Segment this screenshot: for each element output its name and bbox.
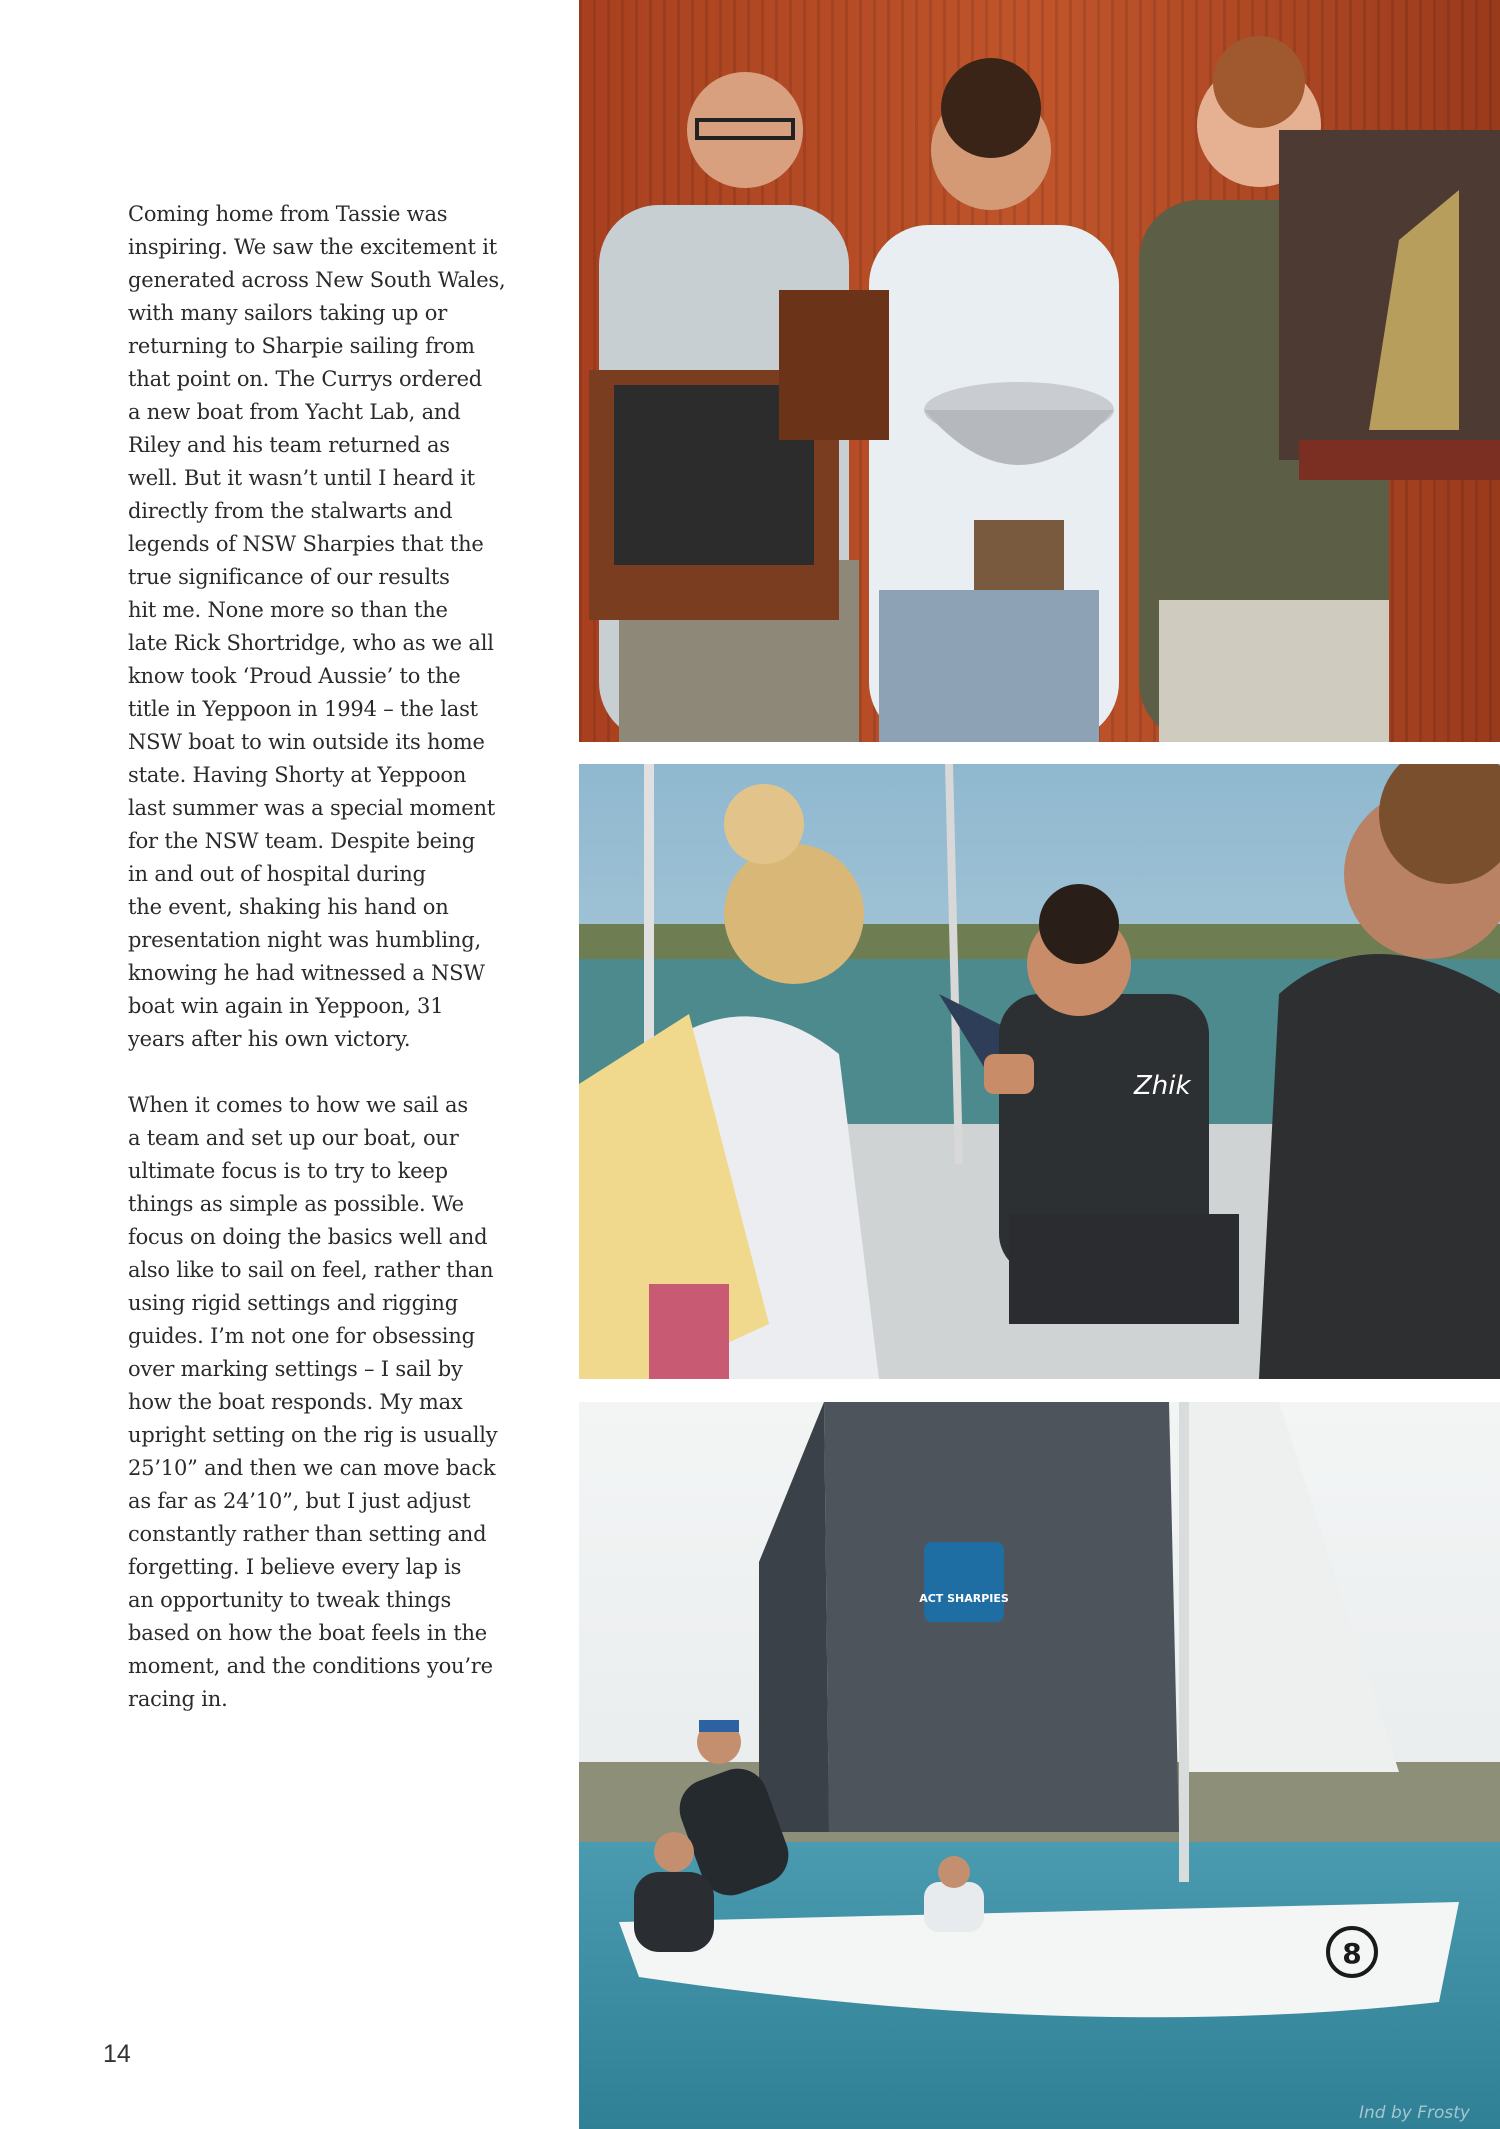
- text-line: title in Yeppoon in 1994 – the last: [128, 697, 478, 721]
- text-line: forgetting. I believe every lap is: [128, 1555, 462, 1579]
- text-line: ultimate focus is to try to keep: [128, 1159, 448, 1183]
- text-line: focus on doing the basics well and: [128, 1225, 488, 1249]
- text-line: a team and set up our boat, our: [128, 1126, 459, 1150]
- text-line: generated across New South Wales,: [128, 268, 506, 292]
- article-paragraph-2: [128, 1089, 528, 1716]
- article-body: [128, 198, 528, 1749]
- article-paragraph-1: [128, 198, 528, 1056]
- text-line: constantly rather than setting and: [128, 1522, 487, 1546]
- text-line: also like to sail on feel, rather than: [128, 1258, 494, 1282]
- text-line: state. Having Shorty at Yeppoon: [128, 763, 467, 787]
- text-line: well. But it wasn’t until I heard it: [128, 466, 475, 490]
- text-line: boat win again in Yeppoon, 31: [128, 994, 444, 1018]
- text-line: guides. I’m not one for obsessing: [128, 1324, 475, 1348]
- text-line: an opportunity to tweak things: [128, 1588, 452, 1612]
- wetsuit-logo: Zhik: [1134, 1071, 1191, 1101]
- text-line: NSW boat to win outside its home: [128, 730, 485, 754]
- text-line: When it comes to how we sail as: [128, 1093, 468, 1117]
- text-line: Riley and his team returned as: [128, 433, 450, 457]
- text-line: directly from the stalwarts and: [128, 499, 453, 523]
- text-line: over marking settings – I sail by: [128, 1357, 463, 1381]
- text-line: things as simple as possible. We: [128, 1192, 464, 1216]
- text-line: how the boat responds. My max: [128, 1390, 463, 1414]
- text-line: true significance of our results: [128, 565, 450, 589]
- text-line: with many sailors taking up or: [128, 301, 448, 325]
- trophy-presentation-photo: [579, 0, 1500, 742]
- text-line: a new boat from Yacht Lab, and: [128, 400, 461, 424]
- photo-credit: Ind by Frosty: [1359, 2103, 1470, 2123]
- text-line: based on how the boat feels in the: [128, 1621, 488, 1645]
- text-line: 25’10” and then we can move back: [128, 1456, 496, 1480]
- text-line: upright setting on the rig is usually: [128, 1423, 498, 1447]
- sail-number: 8: [1342, 1937, 1362, 1970]
- text-line: using rigid settings and rigging: [128, 1291, 458, 1315]
- text-line: as far as 24’10”, but I just adjust: [128, 1489, 471, 1513]
- text-line: that point on. The Currys ordered: [128, 367, 483, 391]
- text-line: legends of NSW Sharpies that the: [128, 532, 484, 556]
- text-line: know took ‘Proud Aussie’ to the: [128, 664, 461, 688]
- text-line: Coming home from Tassie was: [128, 202, 448, 226]
- text-line: inspiring. We saw the excitement it: [128, 235, 497, 259]
- page-number: 14: [103, 2040, 131, 2068]
- text-line: the event, shaking his hand on: [128, 895, 449, 919]
- text-line: returning to Sharpie sailing from: [128, 334, 475, 358]
- sail-badge-text: ACT SHARPIES: [919, 1592, 1009, 1605]
- text-line: late Rick Shortridge, who as we all: [128, 631, 494, 655]
- text-line: last summer was a special moment: [128, 796, 496, 820]
- text-line: in and out of hospital during: [128, 862, 426, 886]
- text-line: presentation night was humbling,: [128, 928, 481, 952]
- text-line: racing in.: [128, 1687, 228, 1711]
- text-line: knowing he had witnessed a NSW: [128, 961, 485, 985]
- sharpie-racing-photo: [579, 1402, 1500, 2129]
- text-line: moment, and the conditions you’re: [128, 1654, 493, 1678]
- sailor-thumbs-up-photo: [579, 764, 1500, 1379]
- text-line: hit me. None more so than the: [128, 598, 448, 622]
- text-line: years after his own victory.: [128, 1027, 411, 1051]
- text-line: for the NSW team. Despite being: [128, 829, 475, 853]
